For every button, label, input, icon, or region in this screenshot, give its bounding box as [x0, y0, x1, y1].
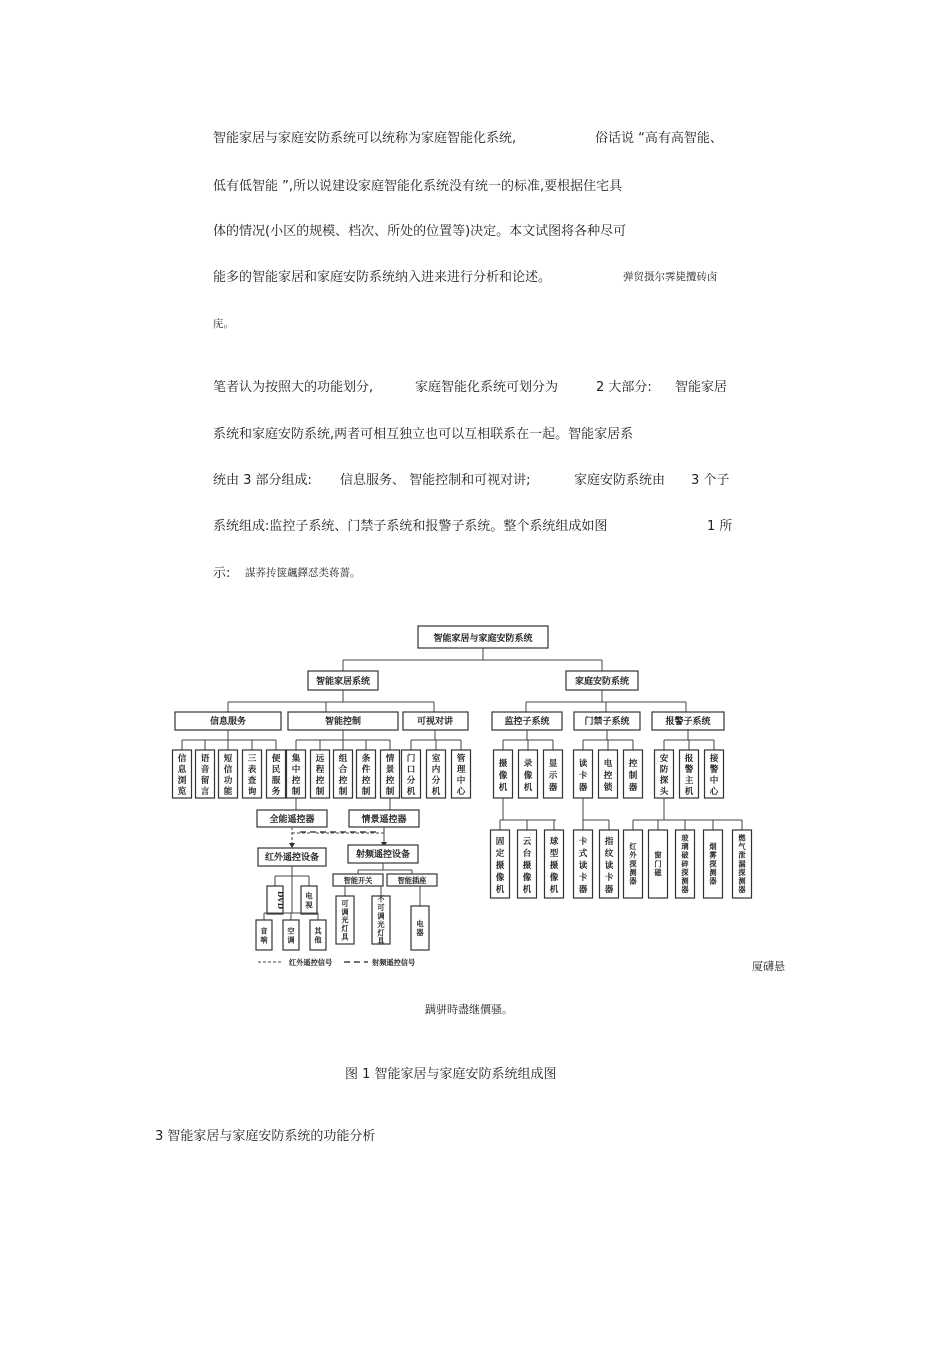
node-leaf-info-label: 短信功能: [223, 754, 233, 797]
node-rf-leaf-label: 电器: [416, 919, 424, 937]
garble-right: 厦礴悬: [752, 960, 785, 973]
section-heading: 3 智能家居与家庭安防系统的功能分析: [155, 1129, 376, 1144]
node-rf-leaf-label: 不可调光灯具: [377, 894, 385, 946]
paragraph-1-segment: 体的情况(小区的规模、档次、所处的位置等)决定。本文试图将各种尽可: [213, 224, 627, 239]
node-leaf-video-label: 门口分机: [406, 754, 416, 797]
node-ir-device-label: 红外遥控设备: [264, 853, 320, 863]
node-info-service-label: 信息服务: [209, 717, 247, 727]
node-leaf-info-label: 信息浏览: [177, 754, 187, 797]
paragraph-2-segment: 笔者认为按照大的功能划分,: [213, 380, 374, 395]
node-probe-leaves-label: 烟雾探测器: [709, 842, 717, 886]
node-leaf-info-label: 三表查询: [247, 754, 257, 797]
node-ir-leaf-label: 电视: [305, 891, 313, 910]
node-smart-control-label: 智能控制: [324, 717, 362, 727]
node-alarm-subsystem-label: 报警子系统: [665, 717, 711, 727]
node-root-label: 智能家居与家庭安防系统: [433, 634, 533, 644]
node-leaf-video-label: 室内分机: [431, 754, 441, 797]
paragraph-1-segment: 能多的智能家居和家庭安防系统纳入进来进行分析和论述。: [213, 270, 552, 285]
node-all-remote-label: 全能遥控器: [269, 815, 315, 825]
node-leaf-control-label: 集中控制: [291, 754, 301, 797]
node-ir-leaf-label: 空调: [287, 926, 295, 945]
node-leaf-access-label: 电控锁: [603, 759, 613, 793]
node-smart-home-label: 智能家居系统: [315, 677, 371, 687]
node-probe-leaves-label: 红外探测器: [629, 842, 637, 886]
node-leaf-monitor-label: 显示器: [548, 759, 558, 793]
legend-rf-label: 射频遥控信号: [372, 958, 416, 967]
node-camera-leaves-label: 云台摄像机: [522, 837, 532, 895]
paragraph-2-segment: 系统组成:监控子系统、门禁子系统和报警子系统。整个系统组成如图: [213, 519, 608, 534]
figure-caption: 图 1 智能家居与家庭安防系统组成图: [345, 1067, 557, 1082]
node-rf-device-label: 射频遥控设备: [355, 850, 411, 860]
paragraph-1-segment: 智能家居与家庭安防系统可以统称为家庭智能化系统,: [213, 131, 517, 146]
node-leaf-control-label: 情景控制: [385, 754, 395, 797]
paragraph-2-segment: 示:: [213, 566, 231, 581]
node-leaf-info-label: 便民服务: [271, 754, 281, 797]
paragraph-2-segment: 1 所: [707, 519, 733, 534]
node-leaf-access-label: 读卡器: [578, 759, 588, 793]
node-leaf-alarm-label: 接警中心: [709, 754, 719, 797]
node-leaf-control-label: 条件控制: [361, 754, 371, 797]
paragraph-2-segment: 3 个子: [691, 473, 730, 488]
paragraph-2-segment: 智能家居: [675, 380, 728, 395]
node-reader-leaves-label: 指纹读卡器: [604, 837, 614, 895]
paragraph-2-segment: 2 大部分:: [596, 380, 652, 395]
paragraph-1-segment: 庑。: [213, 318, 234, 330]
node-leaf-monitor-label: 录像机: [523, 759, 533, 793]
node-video-intercom-label: 可视对讲: [416, 717, 454, 727]
node-leaf-alarm-label: 安防探头: [659, 754, 669, 797]
node-probe-leaves-label: 燃气泄漏探测器: [738, 833, 746, 895]
node-ir-leaf-label: 音响: [260, 926, 268, 945]
paragraph-1-segment: 低有低智能 ”,所以说建设家庭智能化系统没有统一的标准,要根据住宅具: [213, 179, 623, 194]
paragraph-2-segment: 信息服务、 智能控制和可视对讲;: [340, 473, 531, 488]
paragraph-2-segment: 家庭智能化系统可划分为: [415, 380, 559, 395]
node-security-label: 家庭安防系统: [574, 677, 630, 687]
node-camera-leaves-label: 固定摄像机: [495, 837, 505, 895]
node-leaf-control-label: 组合控制: [338, 754, 348, 797]
node-rf-leaf-label: 可调光灯具: [341, 898, 349, 942]
node-leaf-access-label: 控制器: [628, 759, 638, 793]
garble-center: 蹒骈時盡继價骚。: [425, 1003, 513, 1016]
node-leaf-monitor-label: 摄像机: [498, 759, 508, 793]
node-access-subsystem-label: 门禁子系统: [584, 717, 630, 727]
paragraph-2-segment: 统由 3 部分组成:: [213, 473, 312, 488]
paragraph-1-segment: 俗话说 “高有高智能、: [595, 131, 723, 146]
paragraph-1-segment: 弹贸摄尔霁毙攬砖卤: [623, 271, 718, 283]
node-scene-remote-label: 情景遥控器: [361, 815, 407, 825]
node-probe-leaves-label: 玻璃破碎探测器: [681, 833, 689, 895]
node-leaf-info-label: 语音留言: [200, 754, 210, 797]
node-ir-leaf-label: 其他: [314, 926, 322, 945]
paragraph-2-segment: 家庭安防系统由: [574, 473, 666, 488]
paragraph-2-segment: 謀荞抟箧飆鐸怼类蒋薔。: [245, 567, 361, 579]
node-leaf-video-label: 管理中心: [456, 754, 466, 797]
node-smart-socket-label: 智能插座: [397, 876, 427, 885]
node-smart-switch-label: 智能开关: [343, 876, 373, 885]
node-monitor-subsystem-label: 监控子系统: [504, 717, 550, 727]
node-leaf-control-label: 远程控制: [315, 754, 325, 797]
paragraph-2-segment: 系统和家庭安防系统,两者可相互独立也可以互相联系在一起。智能家居系: [213, 427, 634, 442]
node-probe-leaves-label: 窗门磁: [654, 850, 662, 877]
node-camera-leaves-label: 球型摄像机: [549, 837, 559, 895]
node-leaf-alarm-label: 报警主机: [684, 754, 694, 797]
legend-ir-label: 红外遥控信号: [289, 958, 333, 967]
node-reader-leaves-label: 卡式读卡器: [578, 837, 588, 895]
node-ir-leaf-label: DVD: [276, 891, 285, 909]
